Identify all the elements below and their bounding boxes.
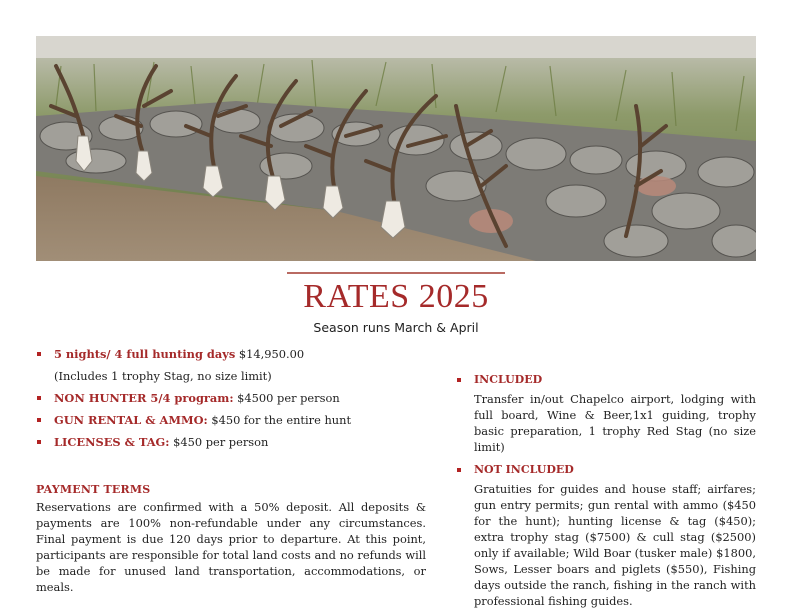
item-label: 5 nights/ 4 full hunting days: [54, 347, 236, 361]
payment-terms-text: Reservations are confirmed with a 50% deposit. All deposits & payments are 100% non-refundable under any circumstances. Final payment is due 120 days prior to departure. At this point, participants are responsible for total land costs and no refunds will be made for unused land transportation, accommodations, or meals.: [36, 500, 426, 594]
item-label: NON HUNTER 5/4 program:: [54, 391, 234, 405]
item-value: $14,950.00: [235, 347, 305, 361]
not-included-text: Gratuities for guides and house staff; airfares; gun entry permits; gun rental with ammo ($450 for the hunt); hunting license & tag ($450); extra trophy stag ($7500) & cull stag ($2500) only if available; Wild Boar (tusker male) $1800, Sows, Lesser boars and piglets ($550), Fishing days outside the ranch, fishing in the ranch with professional fishing guides.: [474, 482, 756, 608]
inclusions-column: [456, 372, 756, 609]
page-subtitle: Season runs March & April: [313, 320, 479, 335]
item-label: LICENSES & TAG:: [54, 435, 170, 449]
item-value: $450 per person: [169, 435, 269, 449]
list-item: [36, 412, 426, 434]
item-value: $4500 per person: [233, 391, 340, 405]
included-text: Transfer in/out Chapelco airport, lodging with full board, Wine & Beer,1x1 guiding, trophy basic preparation, 1 trophy Red Stag (no size limit): [474, 392, 756, 454]
antler-trophies-photo: [36, 36, 756, 261]
payment-terms-heading: PAYMENT TERMS: [36, 483, 151, 496]
list-item: [36, 434, 426, 456]
includes-note: (Includes 1 trophy Stag, no size limit): [54, 369, 272, 383]
item-label: GUN RENTAL & AMMO:: [54, 413, 208, 427]
rates-list: [36, 346, 426, 595]
not-included-heading: NOT INCLUDED: [456, 462, 756, 478]
item-value: $450 for the entire hunt: [207, 413, 352, 427]
list-item: [36, 346, 426, 368]
page-title: RATES 2025: [303, 278, 489, 315]
title-divider: [287, 272, 505, 274]
list-item: [36, 390, 426, 412]
included-heading: INCLUDED: [456, 372, 756, 388]
